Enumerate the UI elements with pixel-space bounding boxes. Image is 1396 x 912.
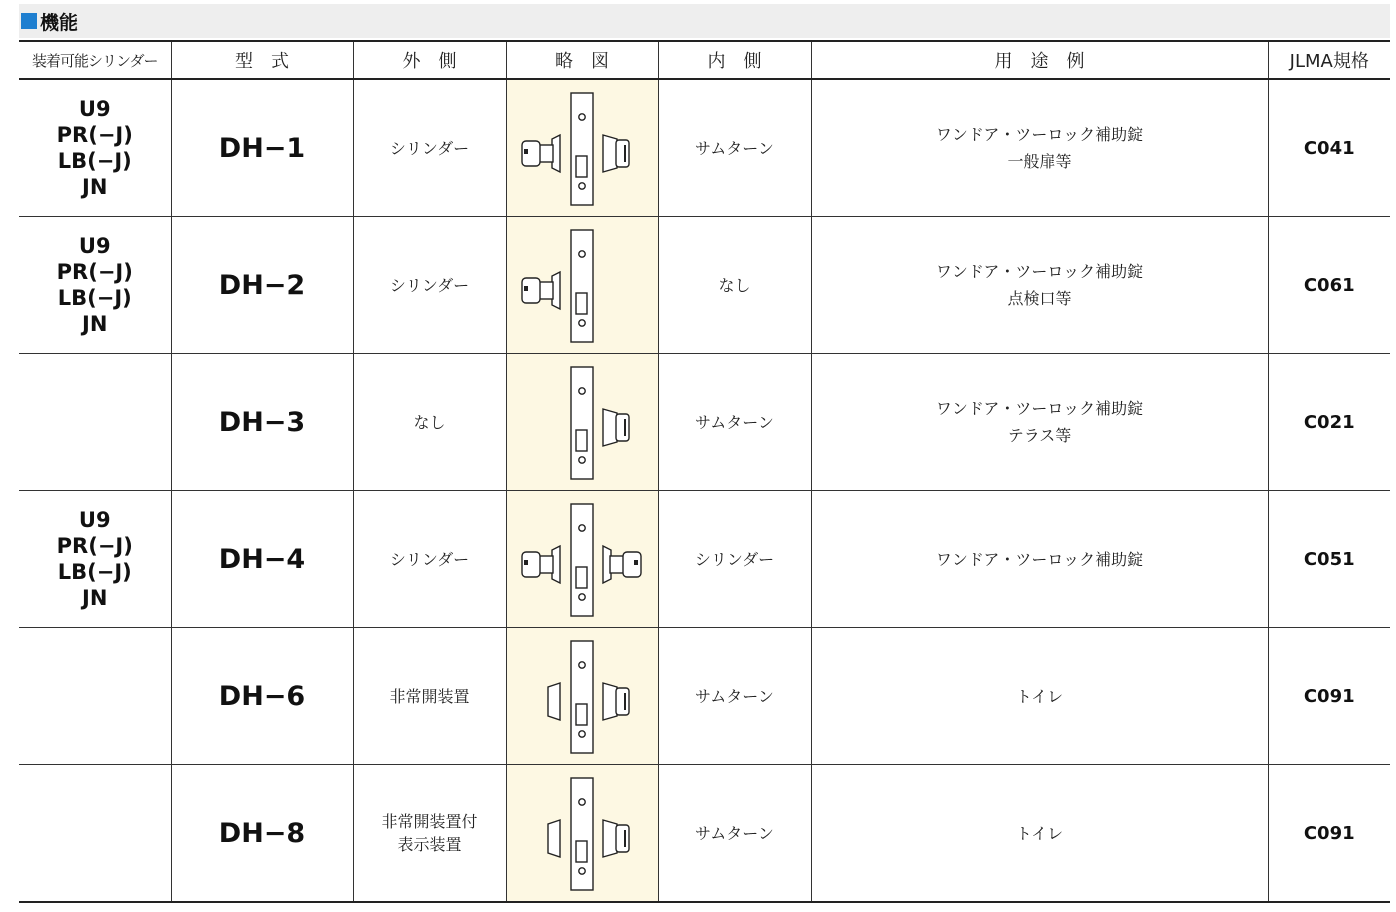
table-row	[19, 628, 1390, 765]
jlma-cell: C061	[1268, 217, 1390, 354]
outer-cell	[353, 217, 506, 354]
header-row	[19, 41, 1390, 79]
cylinder-cell-line: PR(−J)	[56, 260, 133, 284]
cylinder-cell	[19, 628, 171, 765]
model-cell: DH−1	[171, 79, 353, 217]
usage-cell-line: 点検口等	[1007, 289, 1072, 308]
header-diagram: 略 図	[506, 41, 658, 79]
outer-cell-line: シリンダー	[389, 275, 470, 295]
outer-cell-line: 非常開装置	[389, 686, 470, 706]
usage-cell-line: トイレ	[1015, 686, 1064, 706]
diagram-cell	[506, 79, 658, 217]
function-table	[19, 40, 1390, 903]
inner-cell: サムターン	[658, 765, 811, 903]
cylinder-cell-line: U9	[78, 234, 111, 258]
cylinder-cell-line: JN	[82, 586, 108, 610]
cylinder-cell	[19, 354, 171, 491]
lock-diagram	[512, 636, 652, 756]
outer-cell-line: 表示装置	[397, 835, 462, 854]
cylinder-cell-line: PR(−J)	[56, 534, 133, 558]
usage-cell	[811, 765, 1268, 903]
usage-cell-line: ワンドア・ツーロック補助錠	[935, 549, 1144, 569]
inner-cell: なし	[658, 217, 811, 354]
inner-cell: サムターン	[658, 628, 811, 765]
section-marker-icon	[21, 13, 37, 29]
usage-cell-line: テラス等	[1007, 426, 1072, 445]
cylinder-cell	[19, 217, 171, 354]
cylinder-cell	[19, 765, 171, 903]
model-cell: DH−2	[171, 217, 353, 354]
outer-cell-line: なし	[413, 412, 446, 432]
diagram-cell	[506, 217, 658, 354]
inner-cell: サムターン	[658, 79, 811, 217]
lock-diagram	[512, 499, 652, 619]
lock-diagram	[512, 88, 652, 208]
outer-cell-line: シリンダー	[389, 549, 470, 569]
section-title: 機能	[40, 11, 79, 34]
section-header	[19, 4, 1390, 38]
header-jlma: JLMA規格	[1268, 41, 1390, 79]
usage-cell	[811, 217, 1268, 354]
cylinder-cell-line: U9	[78, 508, 111, 532]
usage-cell	[811, 354, 1268, 491]
outer-cell	[353, 765, 506, 903]
usage-cell-line: トイレ	[1015, 823, 1064, 843]
header-inner: 内 側	[658, 41, 811, 79]
usage-cell-line: 一般扉等	[1007, 152, 1072, 171]
lock-diagram	[512, 773, 652, 893]
table-row	[19, 765, 1390, 903]
header-outer: 外 側	[353, 41, 506, 79]
cylinder-cell-line: LB(−J)	[57, 560, 132, 584]
diagram-cell	[506, 491, 658, 628]
diagram-cell	[506, 354, 658, 491]
usage-cell-line: ワンドア・ツーロック補助錠	[935, 262, 1144, 281]
cylinder-cell-line: JN	[82, 175, 108, 199]
model-cell: DH−8	[171, 765, 353, 903]
diagram-cell	[506, 628, 658, 765]
diagram-cell	[506, 765, 658, 903]
table-row	[19, 491, 1390, 628]
usage-cell	[811, 491, 1268, 628]
lock-diagram	[512, 362, 652, 482]
cylinder-cell	[19, 491, 171, 628]
table-row	[19, 354, 1390, 491]
model-cell: DH−6	[171, 628, 353, 765]
usage-cell	[811, 79, 1268, 217]
table-row	[19, 217, 1390, 354]
inner-cell: シリンダー	[658, 491, 811, 628]
table-row	[19, 79, 1390, 217]
cylinder-cell-line: JN	[82, 312, 108, 336]
usage-cell-line: ワンドア・ツーロック補助錠	[935, 399, 1144, 418]
inner-cell: サムターン	[658, 354, 811, 491]
outer-cell	[353, 628, 506, 765]
cylinder-cell-line: PR(−J)	[56, 123, 133, 147]
cylinder-cell	[19, 79, 171, 217]
usage-cell	[811, 628, 1268, 765]
lock-diagram	[512, 225, 652, 345]
jlma-cell: C041	[1268, 79, 1390, 217]
outer-cell	[353, 79, 506, 217]
header-usage: 用 途 例	[811, 41, 1268, 79]
model-cell: DH−4	[171, 491, 353, 628]
header-cylinder: 装着可能シリンダー	[19, 41, 171, 79]
cylinder-cell-line: U9	[78, 97, 111, 121]
model-cell: DH−3	[171, 354, 353, 491]
outer-cell-line: 非常開装置付	[381, 812, 478, 831]
jlma-cell: C091	[1268, 765, 1390, 903]
outer-cell	[353, 354, 506, 491]
jlma-cell: C091	[1268, 628, 1390, 765]
cylinder-cell-line: LB(−J)	[57, 149, 132, 173]
outer-cell	[353, 491, 506, 628]
header-model: 型 式	[171, 41, 353, 79]
jlma-cell: C051	[1268, 491, 1390, 628]
cylinder-cell-line: LB(−J)	[57, 286, 132, 310]
outer-cell-line: シリンダー	[389, 138, 470, 158]
usage-cell-line: ワンドア・ツーロック補助錠	[935, 125, 1144, 144]
jlma-cell: C021	[1268, 354, 1390, 491]
